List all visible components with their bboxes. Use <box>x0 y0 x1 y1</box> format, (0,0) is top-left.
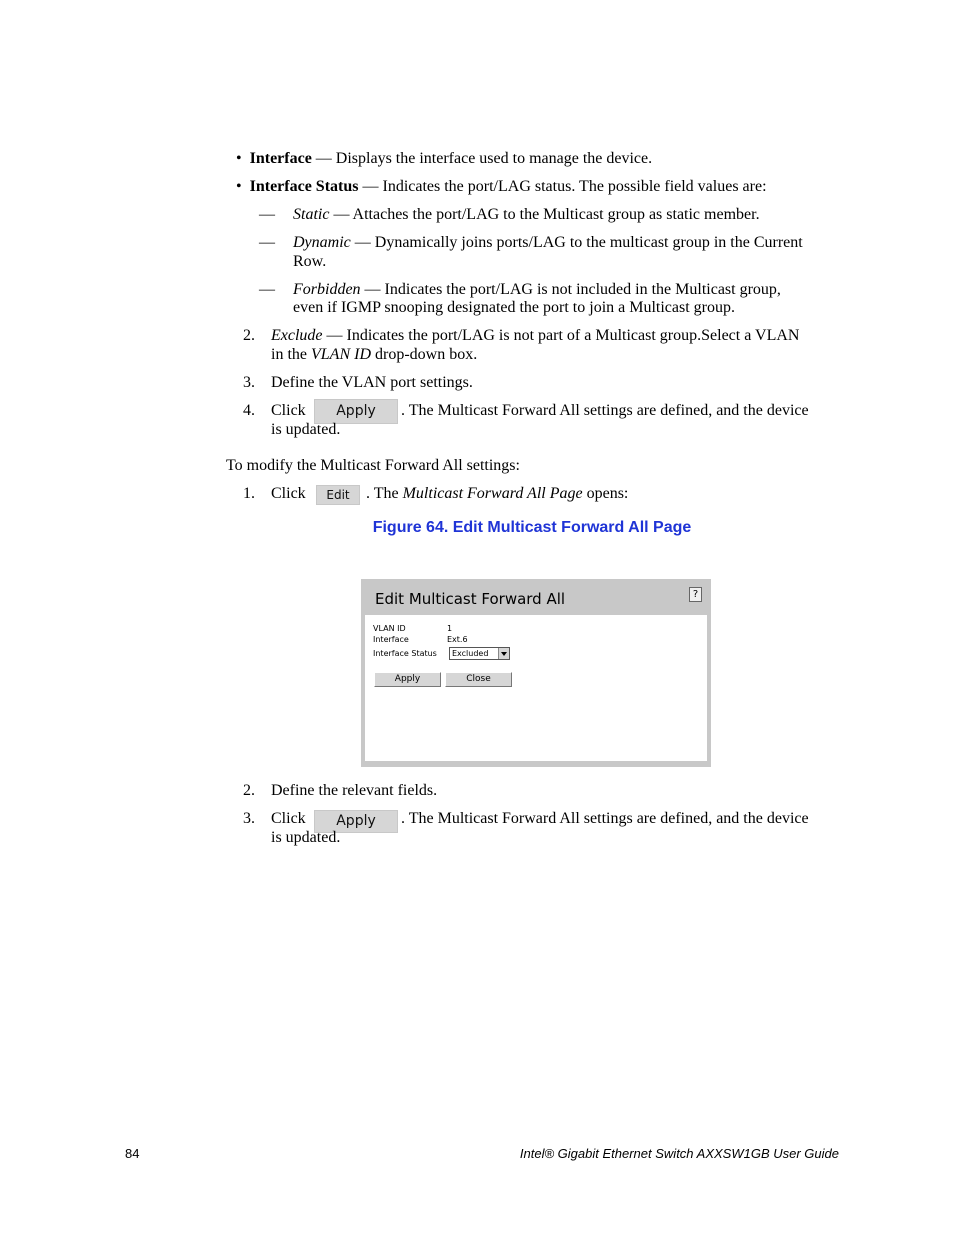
term-interface: Interface <box>249 150 312 167</box>
after-step3-click: Click <box>271 810 306 827</box>
dialog-title: Edit Multicast Forward All <box>375 590 566 608</box>
step2-line1 <box>271 326 799 345</box>
field-value-vlan-id: 1 <box>447 624 453 633</box>
field-label-interface: Interface <box>373 635 409 644</box>
figure-caption: Figure 64. Edit Multicast Forward All Page <box>372 519 692 536</box>
modify-intro: To modify the Multicast Forward All settings: <box>226 457 520 474</box>
term-vlan-id: VLAN ID <box>311 346 371 363</box>
dialog-body <box>365 615 707 761</box>
bullet-interface: • Interface — Displays the interface used to manage the device. <box>236 150 653 167</box>
dynamic-text-cont: Row. <box>293 253 327 270</box>
dialog-apply-button[interactable]: Apply <box>374 672 441 687</box>
step2-number: 2. <box>243 327 255 344</box>
field-label-interface-status: Interface Status <box>373 649 437 658</box>
edit-button-image: Edit <box>316 485 360 505</box>
step2-line2-post: drop-down box. <box>371 346 478 363</box>
step4-number: 4. <box>243 402 255 419</box>
interface-status-select[interactable] <box>449 647 510 660</box>
after-step2-text: Define the relevant fields. <box>271 782 438 799</box>
term-forbidden: Forbidden <box>293 281 361 298</box>
static-text: — Attaches the port/LAG to the Multicast group as static member. <box>329 206 760 223</box>
modify-step1-post: opens: <box>582 485 629 502</box>
apply-button-image-2: Apply <box>314 810 398 833</box>
chevron-down-icon[interactable] <box>498 648 509 659</box>
page-number: 84 <box>125 1146 140 1161</box>
modify-step1-number: 1. <box>243 485 255 502</box>
after-step2-number: 2. <box>243 782 255 799</box>
apply-button-image: Apply <box>314 399 398 424</box>
after-step3-text: . The Multicast Forward All settings are defined, and the device <box>401 810 809 827</box>
guide-title: Intel® Gigabit Ethernet Switch AXXSW1GB User Guide <box>519 1146 839 1161</box>
step4-text: . The Multicast Forward All settings are defined, and the device <box>401 402 809 419</box>
dash-dynamic: — <box>259 234 275 251</box>
term-page-name: Multicast Forward All Page <box>402 485 583 502</box>
term-static: Static <box>293 206 330 223</box>
bullet-interface-status: • Interface Status — Indicates the port/LAG status. The possible field values are: <box>236 178 767 195</box>
dash-forbidden: — <box>259 281 275 298</box>
sub-item-forbidden <box>293 280 781 299</box>
term-dynamic: Dynamic <box>293 234 351 251</box>
dash-static: — <box>259 206 275 223</box>
sub-item-static <box>293 205 760 224</box>
field-label-vlan-id: VLAN ID <box>373 624 406 633</box>
field-value-interface: Ext.6 <box>447 635 468 644</box>
step4-click: Click <box>271 402 306 419</box>
interface-status-value: Excluded <box>452 649 489 658</box>
term-interface-status: Interface Status <box>249 178 359 195</box>
step2-line2-pre: in the <box>271 346 311 363</box>
step2-line2 <box>271 345 477 364</box>
forbidden-text-cont: even if IGMP snooping designated the port to join a Multicast group. <box>293 299 736 316</box>
step4-text-cont: is updated. <box>271 421 341 438</box>
dynamic-text: — Dynamically joins ports/LAG to the multicast group in the Current <box>350 234 803 251</box>
term-exclude: Exclude <box>271 327 323 344</box>
sub-item-dynamic <box>293 233 803 252</box>
help-icon[interactable]: ? <box>689 587 702 602</box>
after-step3-number: 3. <box>243 810 255 827</box>
after-step3-text-cont: is updated. <box>271 829 341 846</box>
step3-text: Define the VLAN port settings. <box>271 374 473 391</box>
step3-number: 3. <box>243 374 255 391</box>
modify-step1-text <box>366 484 628 503</box>
bullet-interface-status-text: — Indicates the port/LAG status. The possible field values are: <box>358 178 767 195</box>
modify-step1-click: Click <box>271 485 306 502</box>
bullet-interface-text: — Displays the interface used to manage the device. <box>311 150 653 167</box>
dialog-close-button[interactable]: Close <box>445 672 512 687</box>
modify-step1-pre: . The <box>366 485 403 502</box>
exclude-text: — Indicates the port/LAG is not part of a Multicast group.Select a VLAN <box>322 327 800 344</box>
forbidden-text: — Indicates the port/LAG is not included in the Multicast group, <box>360 281 781 298</box>
edit-dialog <box>361 579 711 767</box>
dialog-title-bar <box>363 581 709 615</box>
